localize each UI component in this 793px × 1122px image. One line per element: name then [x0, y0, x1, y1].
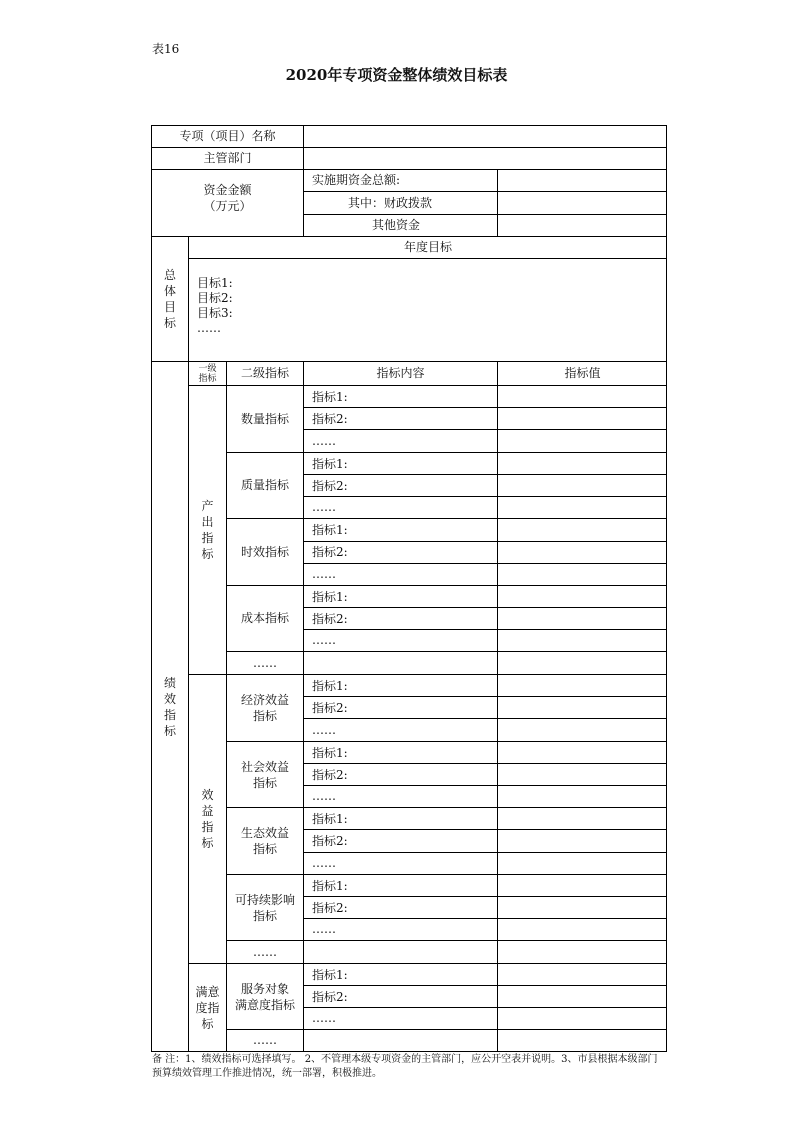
output-row-ellipsis: ……	[312, 566, 336, 581]
satisfaction-more: ……	[253, 1033, 277, 1047]
benefit-sub-line: 指标	[252, 908, 277, 923]
benefit-sub-line: 经济效益	[240, 693, 289, 707]
benefit-sub-indicator	[227, 808, 303, 874]
goal-item: ……	[197, 321, 221, 335]
page-title: 2020年专项资金整体绩效目标表	[285, 66, 508, 84]
benefit-sub-line: 社会效益	[240, 759, 289, 774]
other-fund-label: 其他资金	[372, 218, 421, 232]
col-content-header: 指标内容	[376, 366, 425, 380]
satisfaction-row-item1: 指标1:	[312, 967, 348, 982]
benefit-indicator-label-char: 益	[201, 804, 214, 818]
overall-goal-label	[152, 237, 188, 361]
satisfaction-label-line: 度指	[195, 1001, 220, 1015]
output-indicator-label-char: 指	[201, 531, 214, 545]
benefit-sub-line: 生态效益	[240, 826, 289, 840]
fund-amount-label: 资金金额	[203, 182, 252, 197]
footnote-line1: 备 注：1、绩效指标可选择填写。 2、不管理本级专项资金的主管部门，应公开空表并说明。3、市县根据本级部门	[152, 1054, 658, 1065]
overall-goal-char: 目	[163, 300, 176, 314]
benefit-row-item1: 指标1:	[312, 878, 348, 893]
perf-indicator-label-char: 指	[163, 708, 176, 722]
output-row-item1: 指标1:	[312, 522, 348, 537]
goal-item: 目标2:	[197, 291, 233, 305]
output-sub-indicator: 成本指标	[240, 611, 289, 625]
output-row-ellipsis: ……	[312, 632, 336, 647]
satisfaction-row-item2: 指标2:	[312, 989, 348, 1004]
col-level1-line2: 指标	[198, 373, 217, 384]
fund-unit-label: （万元）	[203, 198, 252, 213]
dept-label: 主管部门	[203, 151, 252, 165]
benefit-row-ellipsis: ……	[312, 921, 336, 936]
overall-goal-char: 总	[163, 268, 176, 282]
overall-goal-char: 体	[163, 284, 176, 298]
benefit-row-item2: 指标2:	[312, 833, 348, 848]
output-sub-indicator: 质量指标	[240, 478, 289, 492]
benefit-sub-indicator	[227, 875, 303, 940]
overall-goal-char: 标	[163, 316, 176, 330]
output-indicator-label-char: 产	[201, 499, 214, 513]
benefit-row-ellipsis: ……	[312, 788, 336, 803]
output-indicator-label-char: 标	[201, 547, 214, 561]
satisfaction-label-line: 满意	[195, 985, 220, 999]
benefit-row-ellipsis: ……	[312, 855, 336, 870]
output-row-item1: 指标1:	[312, 456, 348, 471]
output-row-item1: 指标1:	[312, 589, 348, 604]
benefit-row-item2: 指标2:	[312, 700, 348, 715]
satisfaction-label-line: 标	[201, 1017, 214, 1031]
benefit-row-ellipsis: ……	[312, 722, 336, 737]
benefit-sub-line: 指标	[252, 775, 277, 790]
output-row-item1: 指标1:	[312, 389, 348, 404]
footnote	[152, 1053, 672, 1081]
footnote-line2: 预算绩效管理工作推进情况，统一部署，积极推进。	[152, 1068, 382, 1079]
goal-item: 目标3:	[197, 306, 233, 320]
output-row-item2: 指标2:	[312, 478, 348, 493]
total-fund-label: 实施期资金总额:	[312, 173, 401, 187]
perf-indicator-label-char: 效	[163, 692, 176, 706]
benefit-sub-indicator	[227, 675, 303, 741]
goal-item: 目标1:	[197, 276, 233, 290]
perf-indicator-label	[152, 362, 188, 1052]
perf-indicator-label-char: 绩	[163, 676, 176, 690]
col-value-header: 指标值	[564, 366, 601, 380]
benefit-sub-line: 指标	[252, 709, 277, 723]
output-sub-indicator: 时效指标	[240, 544, 289, 559]
benefit-sub-indicator	[227, 742, 303, 807]
col-level1-header	[189, 362, 226, 385]
satisfaction-sub-indicator	[227, 964, 303, 1029]
benefit-indicator-label-char: 指	[201, 820, 214, 834]
benefit-more: ……	[253, 944, 277, 959]
table-number: 表16	[152, 42, 180, 56]
benefit-sub-line: 可持续影响	[234, 892, 295, 907]
perf-indicator-label-char: 标	[163, 724, 176, 738]
output-row-item2: 指标2:	[312, 544, 348, 559]
benefit-indicator-label-char: 标	[201, 836, 214, 850]
benefit-sub-line: 指标	[252, 842, 277, 856]
annual-goal-label: 年度目标	[403, 240, 452, 254]
satisfaction-sub-line: 满意度指标	[234, 997, 295, 1012]
output-sub-indicator: 数量指标	[240, 411, 289, 426]
output-row-ellipsis: ……	[312, 433, 336, 448]
fiscal-fund-label: 其中：财政拨款	[348, 195, 433, 210]
output-more: ……	[253, 655, 277, 670]
benefit-row-item1: 指标1:	[312, 678, 348, 693]
goal-list	[197, 276, 397, 336]
output-row-ellipsis: ……	[312, 499, 336, 514]
output-row-item2: 指标2:	[312, 611, 348, 626]
output-row-item2: 指标2:	[312, 411, 348, 426]
satisfaction-sub-line: 服务对象	[240, 981, 289, 996]
col-level2-header: 二级指标	[240, 366, 289, 380]
benefit-row-item1: 指标1:	[312, 811, 348, 826]
benefit-row-item2: 指标2:	[312, 767, 348, 782]
satisfaction-indicator-label	[189, 964, 226, 1052]
benefit-row-item1: 指标1:	[312, 745, 348, 760]
benefit-row-item2: 指标2:	[312, 900, 348, 915]
output-indicator-label	[189, 386, 226, 674]
project-name-label: 专项（项目）名称	[179, 129, 276, 143]
col-level1-line1: 一级	[198, 363, 217, 374]
output-indicator-label-char: 出	[201, 515, 214, 529]
satisfaction-row-ellipsis: ……	[312, 1010, 336, 1025]
benefit-indicator-label	[189, 675, 226, 963]
benefit-indicator-label-char: 效	[201, 788, 214, 802]
